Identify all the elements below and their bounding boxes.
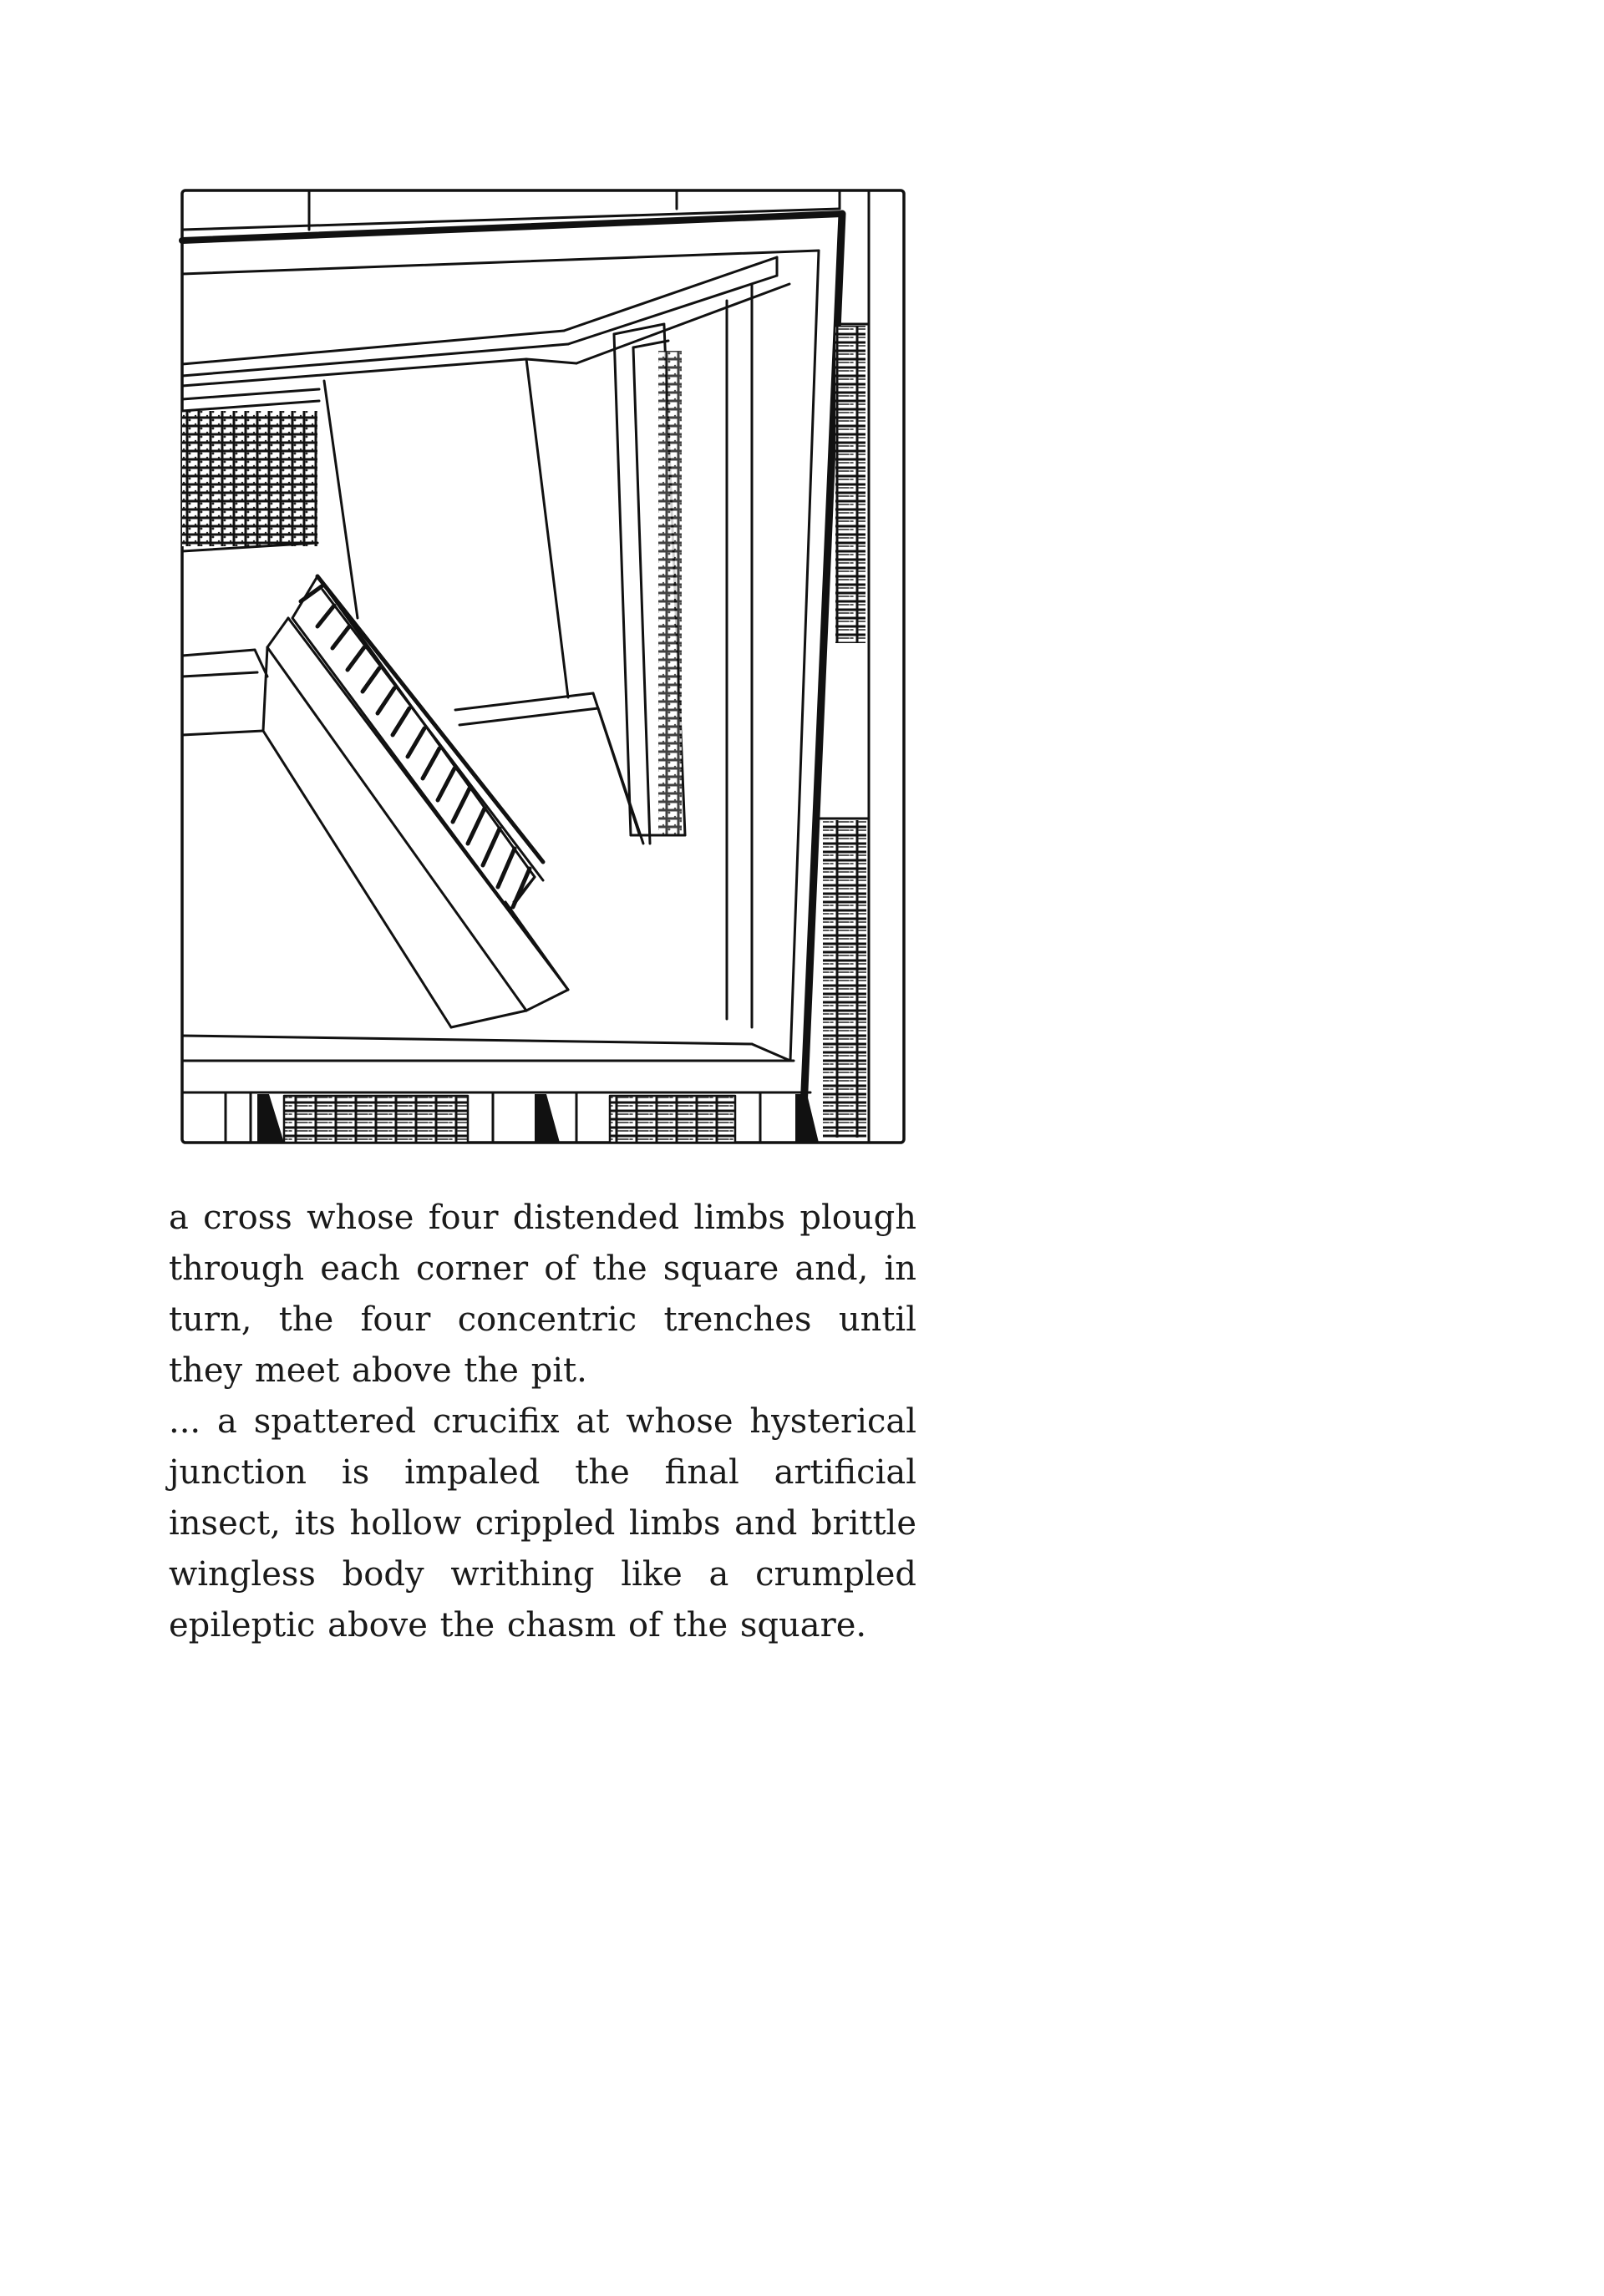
paragraph-2: ... a spattered crucifix at whose hysterical junction is impaled the final artificial insect, its hollow crippled limbs and brittle wingless body writhing like a crumpled epileptic above the chasm of the square. xyxy=(169,1402,916,1645)
body-text xyxy=(169,1193,916,1651)
paragraph-1: a cross whose four distended limbs plough through each corner of the square and, in turn, the four concentric trenches until they meet above the pit. xyxy=(169,1199,916,1390)
stairwell-illustration xyxy=(175,184,911,1153)
